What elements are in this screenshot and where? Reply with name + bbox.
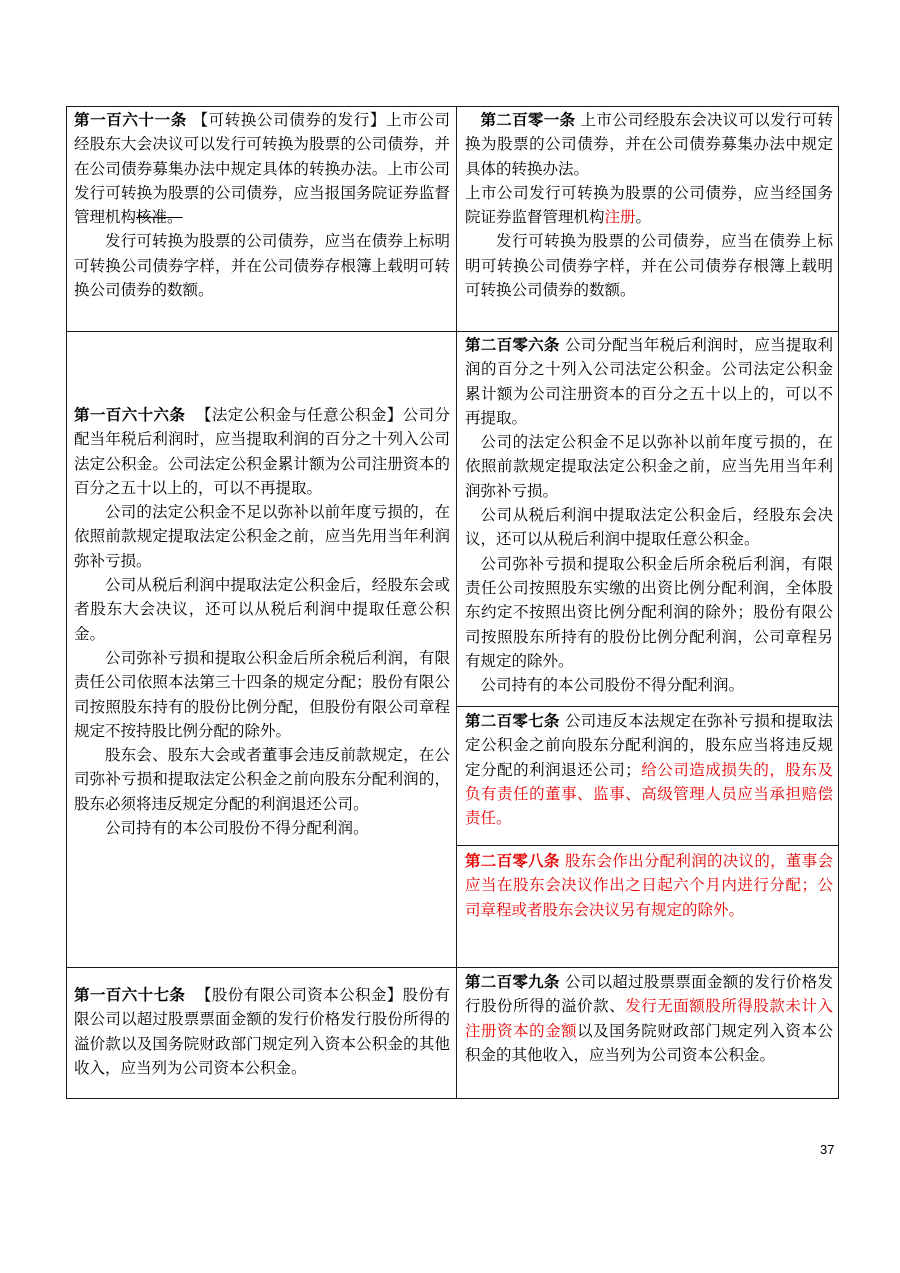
article-208-heading: 第二百零八条 <box>465 851 560 870</box>
article-167-bracket: 【股份有限公司资本公积金】 <box>195 986 403 1004</box>
article-167-para-1: 股份有限公司以超过股票票面金额的发行价格发行股份所得的溢价款以及国务院财政部门规定列入资本公积金的其他收入，应当列为公司资本公积金。 <box>74 986 450 1077</box>
article-166-para-6: 公司持有的本公司股份不得分配利润。 <box>105 819 369 838</box>
article-201-para-2-end: 。 <box>635 208 652 227</box>
article-167 <box>74 983 450 1080</box>
article-166-bracket: 【法定公积金与任意公积金】 <box>195 406 403 424</box>
article-209 <box>465 970 833 1067</box>
article-166-para-2: 公司的法定公积金不足以弥补以前年度亏损的，在依照前款规定提取法定公积金之前，应当先用当年利润弥补亏损。 <box>74 503 450 570</box>
article-208-para-1: 股东会作出分配利润的决议的，董事会应当在股东会决议作出之日起六个月内进行分配；公司章程或者股东会决议另有规定的除外。 <box>465 852 833 919</box>
article-201-heading: 第二百零一条 <box>480 110 576 129</box>
article-167-heading: 第一百六十七条 <box>74 985 186 1004</box>
article-201-para-2: 上市公司发行可转换为股票的公司债券，应当经国务院证券监督管理机构 <box>465 183 833 227</box>
article-161-para-2: 发行可转换为股票的公司债券，应当在债券上标明可转换公司债券字样，并在公司债券存根簿上载明可转换公司债券的数额。 <box>74 232 450 300</box>
article-207-para-1: 公司违反本法规定在弥补亏损和提取法定公积金之前向股东分配利润的，股东应当将违反规定分配的利润退还公司； <box>465 712 833 779</box>
article-209-red-text: 发行无面额股所得股款未计入注册资本的金额 <box>465 997 833 1040</box>
article-207-red-text: 给公司造成损失的，股东及负有责任的董事、监事、高级管理人员应当承担赔偿责任。 <box>465 760 833 828</box>
article-207-heading: 第二百零七条 <box>465 711 560 730</box>
article-166-para-4: 公司弥补亏损和提取公积金后所余税后利润，有限责任公司依照本法第三十四条的规定分配；股份有限公司按照股东持有的股份比例分配，但股份有限公司章程规定不按持股比例分配的除外。 <box>74 648 450 740</box>
article-201-para-1: 上市公司经股东会决议可以发行可转换为股票的公司债券，并在公司债券募集办法中规定具体的转换办法。 <box>465 111 833 178</box>
article-206-para-5: 公司持有的本公司股份不得分配利润。 <box>480 676 745 695</box>
article-206-para-4: 公司弥补亏损和提取公积金后所余税后利润，有限责任公司按照股东实缴的出资比例分配利润，全体股东约定不按照出资比例分配利润的除外；股份有限公司按照股东所持有的股份比例分配利润，公司章程另有规定的除外。 <box>465 554 833 670</box>
article-166 <box>74 403 450 840</box>
article-161-struck-text: 核准。 <box>136 208 183 227</box>
article-166-heading: 第一百六十六条 <box>74 405 186 424</box>
article-201-red-text: 注册 <box>604 208 636 227</box>
article-206-para-3: 公司从税后利润中提取法定公积金后，经股东会决议，还可以从税后利润中提取任意公积金。 <box>465 506 833 549</box>
article-161-bracket: 【可转换公司债券的发行】 <box>192 111 387 129</box>
article-209-para-1b: 以及国务院财政部门规定列入资本公积金的其他收入，应当列为公司资本公积金。 <box>465 1021 833 1064</box>
article-201 <box>465 108 833 302</box>
article-161-para-1: 上市公司经股东大会决议可以发行可转换为股票的公司债券，并在公司债券募集办法中规定具体的转换办法。上市公司发行可转换为股票的公司债券，应当报国务院证券监督管理机构 <box>74 111 450 227</box>
article-206 <box>465 333 833 697</box>
article-201-para-3: 发行可转换为股票的公司债券，应当在债券上标明可转换公司债券字样，并在公司债券存根簿上载明可转换公司债券的数额。 <box>465 232 833 300</box>
article-166-para-3: 公司从税后利润中提取法定公积金后，经股东会或者股东大会决议，还可以从税后利润中提取任意公积金。 <box>74 576 450 643</box>
article-161 <box>74 108 450 302</box>
article-166-para-5: 股东会、股东大会或者董事会违反前款规定，在公司弥补亏损和提取法定公积金之前向股东分配利润的，股东必须将违反规定分配的利润退还公司。 <box>74 746 450 813</box>
article-206-para-2: 公司的法定公积金不足以弥补以前年度亏损的，在依照前款规定提取法定公积金之前，应当先用当年利润弥补亏损。 <box>465 433 833 500</box>
article-206-para-1: 公司分配当年税后利润时，应当提取利润的百分之十列入公司法定公积金。公司法定公积金累计额为公司注册资本的百分之五十以上的，可以不再提取。 <box>465 336 833 427</box>
article-207 <box>465 709 833 830</box>
article-161-heading: 第一百六十一条 <box>74 110 187 129</box>
article-209-para-1a: 公司以超过股票票面金额的发行价格发行股份所得的溢价款、 <box>465 973 833 1016</box>
article-166-para-1: 公司分配当年税后利润时，应当提取利润的百分之十列入公司法定公积金。公司法定公积金累计额为公司注册资本的百分之五十以上的，可以不再提取。 <box>74 406 450 497</box>
article-209-heading: 第二百零九条 <box>465 972 560 991</box>
page-number: 37 <box>820 1142 835 1157</box>
article-206-heading: 第二百零六条 <box>465 335 560 354</box>
article-208 <box>465 849 833 922</box>
